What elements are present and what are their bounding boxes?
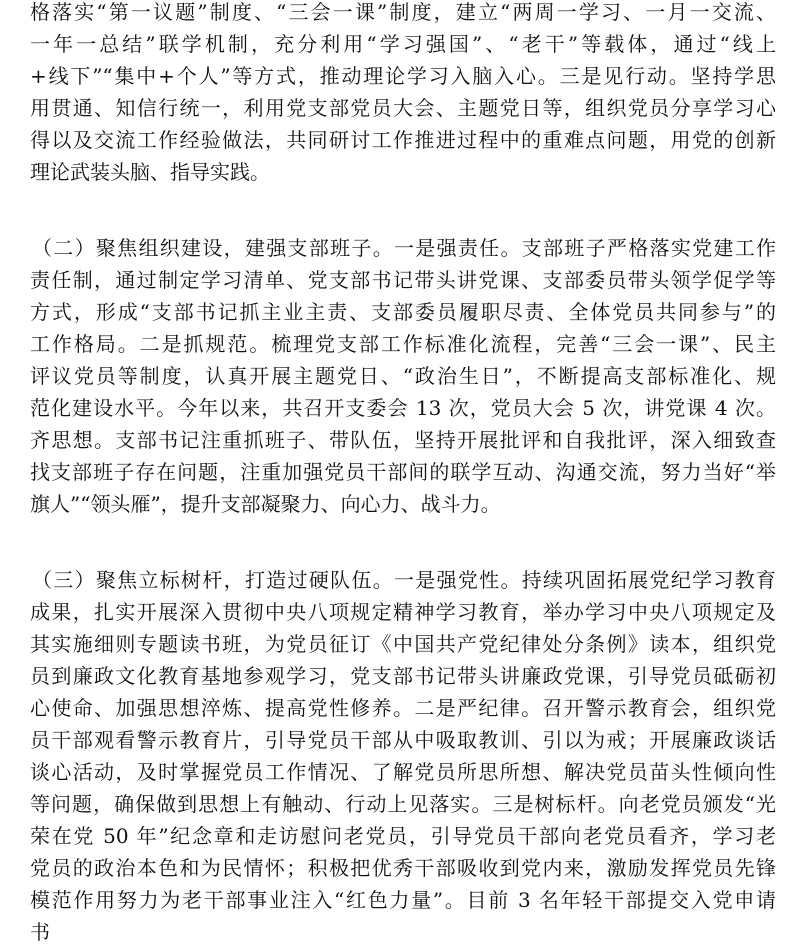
text-line: 书 [30,920,50,944]
text-line: 范化建设水平。今年以来，共召开支委会 13 次，党员大会 5 次，讲党课 4 次。 [30,396,776,420]
text-line: 评议党员等制度，认真开展主题党日、“政治生日”，不断提高支部标准化、规 [30,364,776,388]
paragraph-heading-line: （三）聚焦立标树杆，打造过硬队伍。一是强党性。持续巩固拓展党纪学习教育 [32,568,776,592]
text-line: 其实施细则专题读书班，为党员征订《中国共产党纪律处分条例》读本，组织党 [30,632,776,656]
text-line: +线下”“集中+个人”等方式，推动理论学习入脑入心。三是见行动。坚持学思 [30,64,776,88]
paragraph-gap [0,188,800,232]
text-line: 等问题，确保做到思想上有触动、行动上见落实。三是树标杆。向老党员颁发“光 [30,792,776,816]
text-line: 模范作用努力为老干部事业注入“红色力量”。目前 3 名年轻干部提交入党申请 [30,888,776,912]
text-line: 员到廉政文化教育基地参观学习，党支部书记带头讲廉政党课，引导党员砥砺初 [30,664,776,688]
text-line: 方式，形成“支部书记抓主业主责、支部委员履职尽责、全体党员共同参与”的 [30,300,776,324]
text-line: 旗人”“领头雁”，提升支部凝聚力、向心力、战斗力。 [30,492,501,516]
text-line: 谈心活动，及时掌握党员工作情况、了解党员所思所想、解决党员苗头性倾向性 [30,760,776,784]
text-line: 心使命、加强思想淬炼、提高党性修养。二是严纪律。召开警示教育会，组织党 [30,696,776,720]
text-line: 一年一总结”联学机制，充分利用“学习强国”、“老干”等载体，通过“线上 [30,32,776,56]
paragraph-heading-line: （二）聚焦组织建设，建强支部班子。一是强责任。支部班子严格落实党建工作 [32,236,776,260]
text-line: 党员的政治本色和为民情怀；积极把优秀干部吸收到党内来，激励发挥党员先锋 [30,856,776,880]
text-line: 成果，扎实开展深入贯彻中央八项规定精神学习教育，举办学习中央八项规定及 [30,600,776,624]
text-line: 用贯通、知信行统一，利用党支部党员大会、主题党日等，组织党员分享学习心 [30,96,776,120]
text-line: 齐思想。支部书记注重抓班子、带队伍，坚持开展批评和自我批评，深入细致查 [30,428,776,452]
text-line: 理论武装头脑、指导实践。 [30,160,270,184]
text-line: 找支部班子存在问题，注重加强党员干部间的联学互动、沟通交流，努力当好“举 [30,460,776,484]
text-line: 得以及交流工作经验做法，共同研讨工作推进过程中的重难点问题，用党的创新 [30,128,776,152]
text-line: 格落实“第一议题”制度、“三会一课”制度，建立“两周一学习、一月一交流、 [30,0,776,24]
text-line: 工作格局。二是抓规范。梳理党支部工作标准化流程，完善“三会一课”、民主 [30,332,776,356]
text-line: 员干部观看警示教育片，引导党员干部从中吸取教训、引以为戒；开展廉政谈话 [30,728,776,752]
paragraph-gap [0,520,800,564]
text-line: 荣在党 50 年”纪念章和走访慰问老党员，引导党员干部向老党员看齐，学习老 [30,824,776,848]
text-line: 责任制，通过制定学习清单、党支部书记带头讲党课、支部委员带头领学促学等 [30,268,776,292]
